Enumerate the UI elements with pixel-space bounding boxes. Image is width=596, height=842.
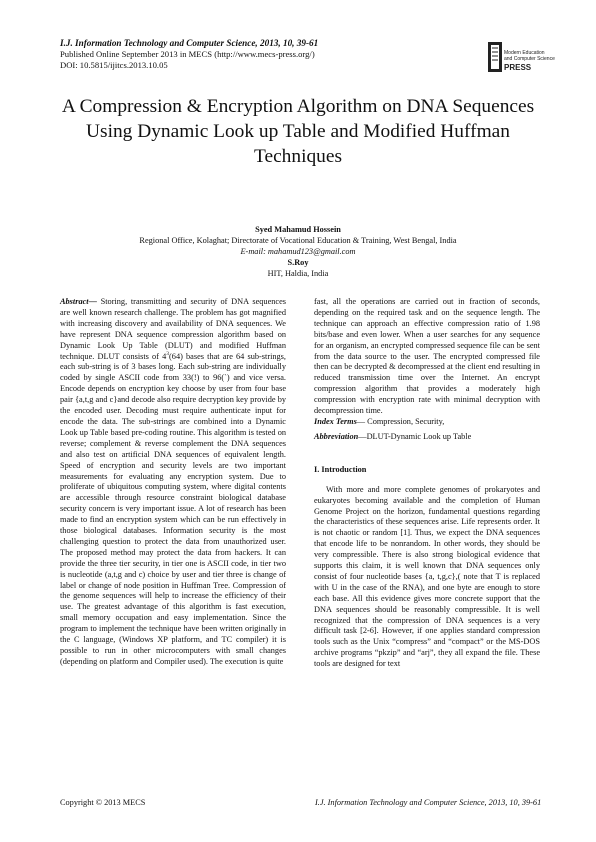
abstract-text-a: Storing, transmitting and security of DNA sequences are well known research challenge. The problem has got magnified with increasing discovery and availability of DNA sequences. We have represent DNA sequence compression algorithm based on Dynamic Look Up Table (DLUT) and modified Huffman technique. DLUT consists of 4 bbox=[60, 297, 286, 361]
journal-issue: 2013, 10, 39-61 bbox=[257, 38, 319, 48]
right-column bbox=[314, 297, 540, 670]
abstract bbox=[60, 297, 286, 668]
author-name: S.Roy bbox=[287, 258, 309, 267]
abbreviation bbox=[314, 432, 540, 443]
author-affiliation: HIT, Haldia, India bbox=[267, 269, 329, 278]
footer-copyright: Copyright © 2013 MECS bbox=[60, 798, 146, 807]
section-heading: I. Introduction bbox=[314, 464, 367, 474]
paper-title: A Compression & Encryption Algorithm on DNA Sequences Using Dynamic Look up Table and Modified Huffman Techniques bbox=[61, 96, 535, 167]
footer-citation: I.J. Information Technology and Computer Science, 2013, 10, 39-61 bbox=[315, 798, 542, 807]
published-line: Published Online September 2013 in MECS (http://www.mecs-press.org/) bbox=[60, 49, 315, 59]
logo-line-3: PRESS bbox=[504, 63, 532, 72]
author-block-2 bbox=[40, 257, 556, 279]
abstract-label: Abstract— bbox=[60, 297, 97, 306]
logo-line-1: Modern Education bbox=[504, 50, 545, 56]
abstract-superscript: 3 bbox=[166, 350, 170, 357]
journal-header bbox=[60, 38, 480, 71]
author-block-1 bbox=[40, 224, 556, 257]
logo-line-2: and Computer Science bbox=[504, 56, 555, 62]
index-terms-text: — Compression, Security, bbox=[356, 416, 445, 426]
abbreviation-label: Abbreviation bbox=[314, 431, 359, 441]
author-email: E-mail: mahamud123@gmail.com bbox=[240, 247, 356, 256]
abstract-text-b: (64) bases that are 64 sub-strings, each sub-string is of 3 bases long. Each sub-string are individually coded by single ASCII code from 33(!) to 96(`) and vice versa. Encode depends on encryption key choose by user from four base pair {a,t,g and c}and decode also require decryption key provide by the encoded user. Decoding must require authenticate input for encode the data. The sub-strings are combined into a Dynamic Look up Table based pre-coding routine. This algorithm is tested on reverse; complement & reverse complement the DNA sequences and also test on artificial DNA sequences of equivalent length. Speed of encryption and security levels are two important measurements for evaluating any encryption system. Due to proliferate of ubiquitous computing system, where digital contents are accessible through resource constraint biological database security concern is very important issue. A lot of research has been made to find an encryption system which can be run effectively in those biological databases. Information security is the most challenging question to protect the data from unauthorized user. The proposed method may protect the data from hackers. It can provide the three tier security, in tier one is ASCII code, in tier two is nucleotide (a,t,g and c) choice by user and tier three is change of label or change of node position in Huffman Tree. Compression of the genome sequences will help to increase the efficiency of their use. The greatest advantage of this algorithm is fast execution, small memory occupation and easy implementation. Since the program to implement the technique have been written originally in the C language, (Windows XP platform, and TC compiler) it is possible to run in other microcomputers with small changes (depending on platform and Compiler used). The execution is quite bbox=[60, 351, 286, 666]
doi-line: DOI: 10.5815/ijitcs.2013.10.05 bbox=[60, 60, 168, 70]
introduction bbox=[314, 485, 540, 670]
abbreviation-text: —DLUT-Dynamic Look up Table bbox=[358, 431, 472, 441]
mecs-press-logo bbox=[487, 40, 555, 76]
abstract-continued: fast, all the operations are carried out in fraction of seconds, depending on the required task and on the sequence length. The technique can approach an effective compression ratio of 1.98 bits/base and even lower. When a user searches for any sequence for an organism, an encrypted compressed sequence file can be sent from the data source to the user. The encrypted compressed file then can be decrypted & decompressed at the client end resulting in reduced transmission time over the Internet. An encrypt compression algorithm that provides a moderately high compression with encryption rate with minimal decryption with decompression time. bbox=[314, 297, 540, 416]
left-column bbox=[60, 297, 286, 668]
intro-paragraph: With more and more complete genomes of prokaryotes and eukaryotes becoming available and the completion of Human Genome Project on the horizon, fundamental questions regarding the characteristics of these sequences arise. Life represents order. It is not chaotic or random [1]. Thus, we expect the DNA sequences that encode life to be nonrandom. In other words, they should be very compressible. There is also strong biological evidence that supports this claim, it is well known that DNA sequences only consist of four nucleotide bases {a, t,g,c},( note that T is replaced with U in the case of the RNA), and one byte are enough to store each base. All this evidence gives more concrete support that the DNA sequences should be reasonably compressible. It is well recognized that the compression of DNA sequences is a very difficult task [2-6]. However, if one applies standard compression tools such as the Unix “compress” and “compact” or the MS-DOS archive programs “pkzip” and “arj”, they all expand the file. These tools are designed for text bbox=[314, 484, 540, 669]
journal-citation bbox=[60, 38, 480, 49]
author-affiliation: Regional Office, Kolaghat; Directorate of Vocational Education & Training, West Bengal, India bbox=[139, 236, 457, 245]
author-name: Syed Mahamud Hossein bbox=[255, 225, 341, 234]
index-terms-label: Index Terms bbox=[314, 416, 357, 426]
journal-name: I.J. Information Technology and Computer Science, bbox=[60, 38, 258, 48]
index-terms bbox=[314, 417, 540, 428]
